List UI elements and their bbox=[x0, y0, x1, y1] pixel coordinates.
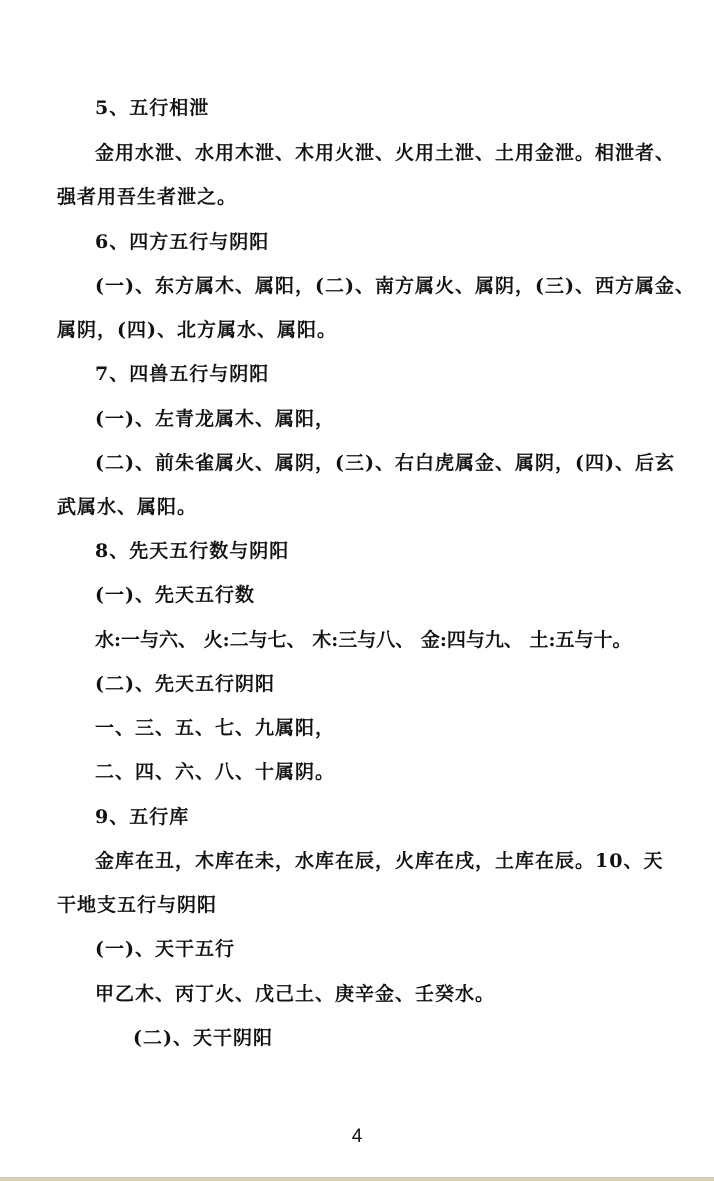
heading-6: 6、四方五行与阴阳 bbox=[95, 231, 270, 253]
paragraph-line: (一)、左青龙属木、属阳， bbox=[95, 408, 335, 430]
paragraph-line: 二、四、六、八、十属阴。 bbox=[95, 761, 336, 783]
paragraph-line: 水:一与六、 火:二与七、 木:三与八、 金:四与九、 土:五与十。 bbox=[95, 629, 632, 651]
paragraph-line: 甲乙木、丙丁火、戊己土、庚辛金、壬癸水。 bbox=[95, 983, 496, 1005]
page-number: 4 bbox=[351, 1126, 363, 1147]
paragraph-line: 金库在丑，木库在未，水库在辰，火库在戌，土库在辰。10、天 bbox=[95, 850, 664, 872]
heading-7: 7、四兽五行与阴阳 bbox=[95, 363, 270, 385]
heading-8: 8、先天五行数与阴阳 bbox=[95, 540, 290, 562]
subheading: (二)、天干阴阳 bbox=[133, 1027, 273, 1049]
page-bottom-edge bbox=[0, 1177, 714, 1181]
paragraph-line: 强者用吾生者泄之。 bbox=[57, 186, 238, 208]
subheading: (一)、天干五行 bbox=[95, 938, 235, 960]
heading-9: 9、五行库 bbox=[95, 806, 190, 828]
paragraph-line: (一)、东方属木、属阳，(二)、南方属火、属阴，(三)、西方属金、 bbox=[95, 275, 695, 297]
paragraph-line: 一、三、五、七、九属阳， bbox=[95, 717, 336, 739]
paragraph-line: 武属水、属阳。 bbox=[57, 496, 198, 518]
paragraph-line: (二)、前朱雀属火、属阴，(三)、右白虎属金、属阴，(四)、后玄 bbox=[95, 452, 675, 474]
paragraph-line: 干地支五行与阴阳 bbox=[57, 894, 218, 916]
heading-5: 5、五行相泄 bbox=[95, 97, 210, 119]
paragraph-line: 金用水泄、水用木泄、木用火泄、火用土泄、土用金泄。相泄者、 bbox=[95, 142, 676, 164]
paragraph-line: 属阴，(四)、北方属水、属阳。 bbox=[57, 319, 337, 341]
subheading: (二)、先天五行阴阳 bbox=[95, 673, 275, 695]
subheading: (一)、先天五行数 bbox=[95, 584, 255, 606]
